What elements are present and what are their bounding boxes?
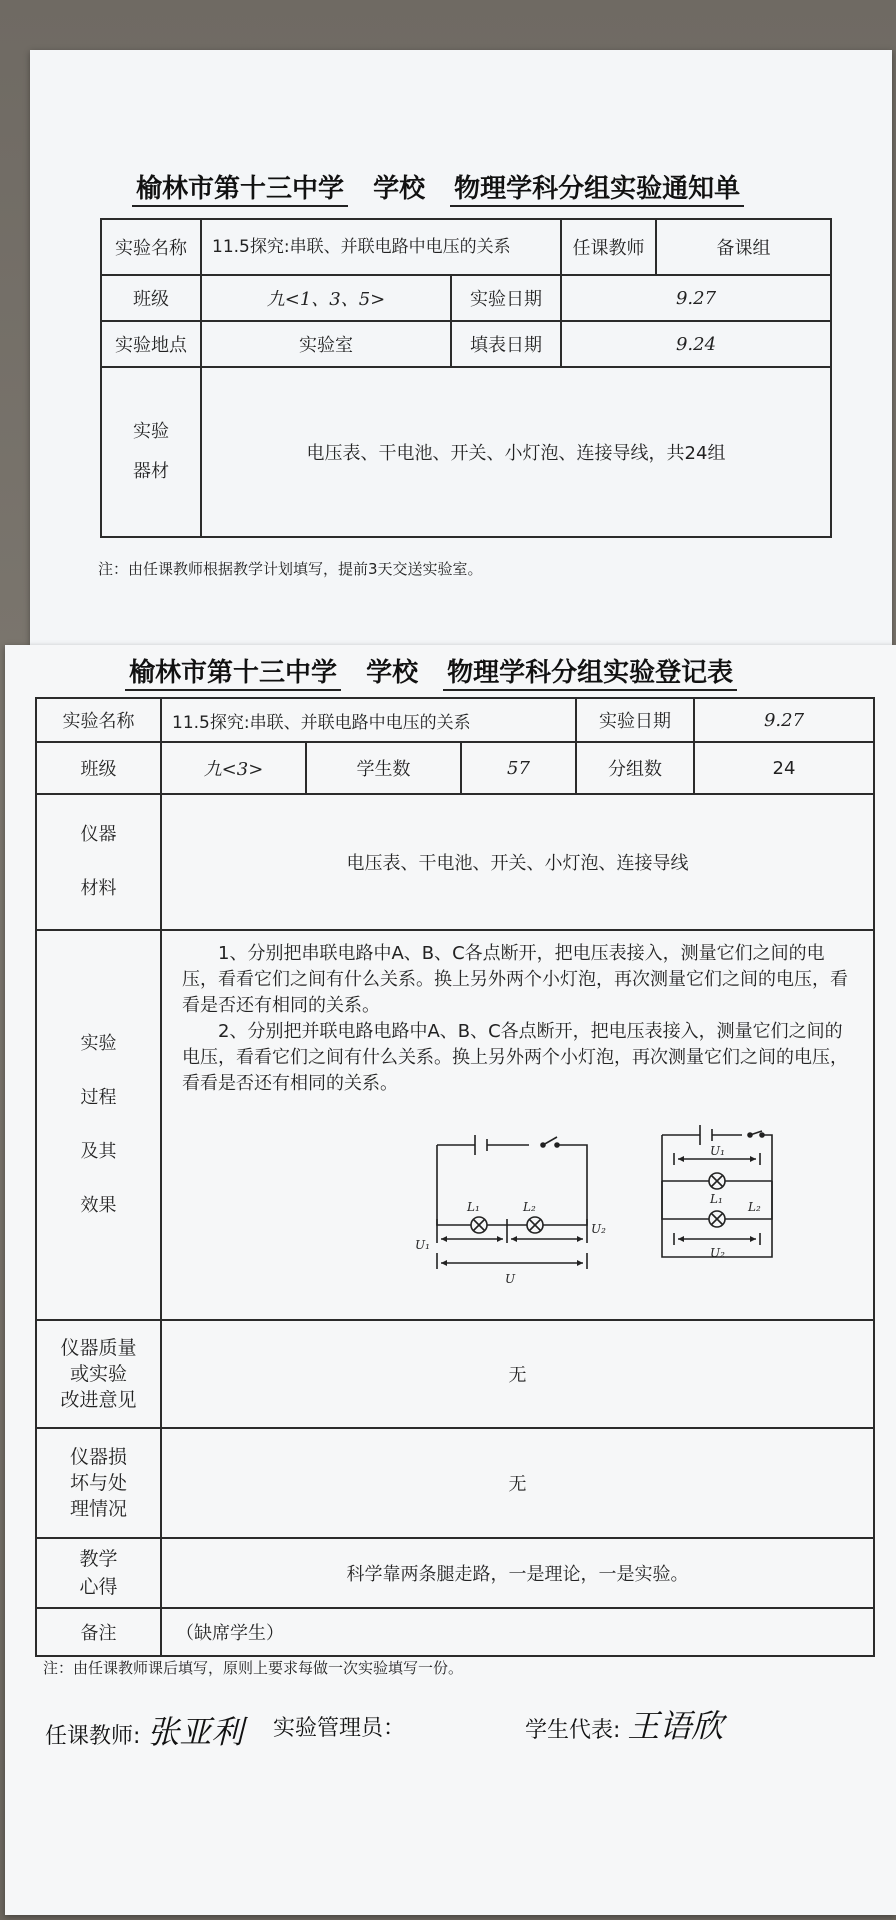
signature-admin [273,1711,405,1742]
register-title-school: 榆林市第十三中学 [125,652,341,691]
notice-sheet [30,50,892,645]
register-students: 57 [461,742,576,794]
register-label-students: 学生数 [306,742,461,794]
notice-place: 实验室 [201,321,451,367]
notice-label-date: 实验日期 [451,275,561,321]
register-damage: 无 [161,1428,874,1538]
register-quality: 无 [161,1320,874,1428]
notice-table [100,218,832,538]
register-name: 11.5探究:串联、并联电路中电压的关系 [161,698,576,742]
register-title [125,652,737,691]
register-process-step-1: 1、分别把串联电路中A、B、C各点断开，把电压表接入，测量它们之间的电压，看看它们之间有什么关系。换上另外两个小灯泡，再次测量它们之间的电压，看看是否还有相同的关系。 [182,943,848,1016]
register-label-process-3: 及其 [80,1141,117,1162]
series-circuit-diagram [407,1123,606,1293]
register-label-quality-3: 改进意见 [60,1389,137,1411]
parallel-label-u2: U₂ [710,1246,725,1260]
register-label-damage [36,1428,161,1538]
register-label-date: 实验日期 [576,698,694,742]
notice-label-name: 实验名称 [101,219,201,275]
register-label-material [36,794,161,930]
register-title-word: 学校 [366,658,419,688]
register-date: 9.27 [694,698,874,742]
notice-equipment: 电压表、干电池、开关、小灯泡、连接导线，共24组 [201,367,831,537]
series-label-u1: U₁ [415,1238,430,1252]
series-label-u2: U₂ [591,1222,606,1236]
register-material: 电压表、干电池、开关、小灯泡、连接导线 [161,794,874,930]
register-label-groups: 分组数 [576,742,694,794]
signature-teacher-label: 任课教师: [45,1724,141,1749]
register-label-process [36,930,161,1320]
register-label-quality-2: 或实验 [69,1363,127,1385]
register-label-process-4: 效果 [80,1195,117,1216]
register-teaching: 科学靠两条腿走路，一是理论，一是实验。 [161,1538,874,1608]
register-process-step-2: 2、分别把并联电路电路中A、B、C各点断开，把电压表接入，测量它们之间的电压，看看它们之间有什么关系。换上另外两个小灯泡，再次测量它们之间的电压，看看是否还有相同的关系。 [182,1021,848,1094]
register-label-name: 实验名称 [36,698,161,742]
register-class: 九<3> [161,742,306,794]
notice-label-equipment-1: 实验 [133,421,169,442]
notice-date: 9.27 [561,275,831,321]
signature-student-label: 学生代表: [525,1718,621,1743]
register-note: 注：由任课教师课后填写，原则上要求每做一次实验填写一份。 [43,1659,464,1677]
parallel-circuit-diagram [632,1117,802,1287]
register-label-remark: 备注 [36,1608,161,1656]
register-label-teaching [36,1538,161,1608]
notice-title-school: 榆林市第十三中学 [132,168,348,207]
register-table [35,697,875,1657]
series-label-l1: L₁ [467,1200,480,1214]
notice-title-subject: 物理学科分组实验通知单 [450,168,744,207]
signature-teacher [45,1707,243,1753]
circuit-diagrams [182,1117,853,1307]
register-label-teaching-1: 教学 [79,1548,118,1570]
notice-name: 11.5探究:串联、并联电路中电压的关系 [201,219,561,275]
register-remark: （缺席学生） [161,1608,874,1656]
notice-title [132,168,744,207]
notice-label-equipment [101,367,201,537]
register-label-quality-1: 仪器质量 [60,1337,137,1359]
notice-label-teacher: 任课教师 [561,219,656,275]
parallel-label-u1: U₁ [710,1144,725,1158]
register-label-damage-2: 坏与处 [69,1472,127,1494]
signature-student [525,1701,723,1747]
register-label-material-1: 仪器 [80,824,117,845]
parallel-label-l1: L₁ [710,1192,723,1206]
register-label-class: 班级 [36,742,161,794]
notice-label-class: 班级 [101,275,201,321]
register-title-subject: 物理学科分组实验登记表 [443,652,737,691]
register-label-damage-1: 仪器损 [69,1446,127,1468]
register-process [161,930,874,1320]
signature-teacher-name: 张亚利 [147,1713,244,1751]
register-label-quality [36,1320,161,1428]
notice-note: 注：由任课教师根据教学计划填写，提前3天交送实验室。 [98,560,483,578]
parallel-label-l2: L₂ [748,1200,761,1214]
register-label-teaching-2: 心得 [79,1576,118,1598]
notice-label-group: 备课组 [656,219,831,275]
register-label-damage-3: 理情况 [69,1498,127,1520]
register-label-process-2: 过程 [80,1087,117,1108]
register-label-process-1: 实验 [80,1033,117,1054]
series-label-u: U [505,1272,516,1286]
notice-label-fill-date: 填表日期 [451,321,561,367]
notice-class: 九<1、3、5> [201,275,451,321]
register-label-material-2: 材料 [80,878,117,899]
register-groups: 24 [694,742,874,794]
notice-fill-date: 9.24 [561,321,831,367]
signature-student-name: 王语欣 [627,1707,724,1745]
series-label-l2: L₂ [523,1200,536,1214]
signature-admin-label: 实验管理员： [273,1716,406,1741]
notice-label-equipment-2: 器材 [133,461,169,482]
notice-title-word: 学校 [373,174,426,204]
register-sheet [5,645,896,1915]
notice-label-place: 实验地点 [101,321,201,367]
